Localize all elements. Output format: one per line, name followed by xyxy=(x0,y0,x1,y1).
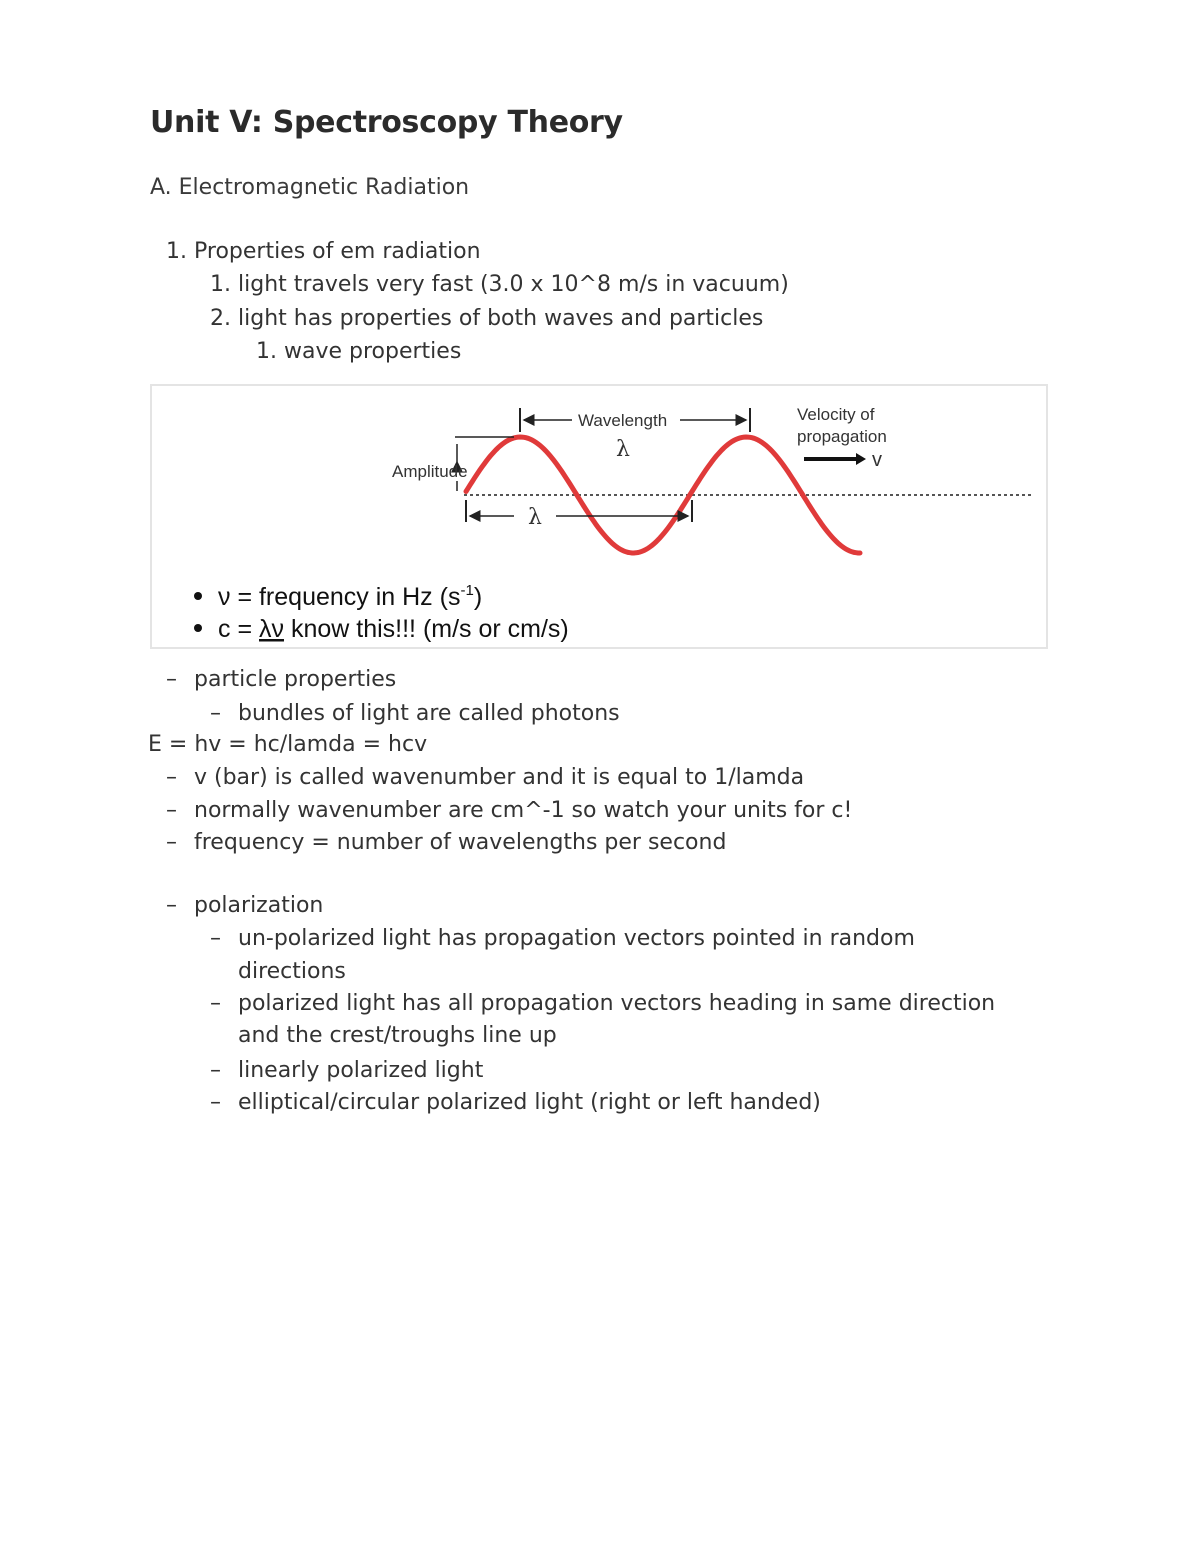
dash: – xyxy=(166,798,177,823)
section-heading: A. Electromagnetic Radiation xyxy=(150,175,470,200)
note-text: frequency = number of wavelengths per second xyxy=(194,830,727,855)
note-unpolarized-cont: directions xyxy=(238,959,346,984)
list-text: light has properties of both waves and particles xyxy=(238,306,764,331)
dash: – xyxy=(210,1058,221,1083)
note-text: bundles of light are called photons xyxy=(238,701,620,726)
frequency-bullet: ν = frequency in Hz $(s^{-1})$ xyxy=(218,582,483,611)
note-linear xyxy=(210,1055,483,1087)
wave-figure xyxy=(150,384,1048,649)
note-text: elliptical/circular polarized light (right or left handed) xyxy=(238,1090,821,1115)
note-unpolarized xyxy=(210,923,915,955)
note-wavenumber xyxy=(166,762,804,794)
amplitude-label: Amplitude xyxy=(392,462,468,481)
outline-item-properties xyxy=(166,236,481,268)
note-frequency xyxy=(166,827,726,859)
wavelength-lambda: λ xyxy=(616,437,630,462)
wavelength-label: Wavelength xyxy=(578,411,668,430)
note-text: un-polarized light has propagation vectors pointed in random xyxy=(238,926,915,951)
outline-item-speed xyxy=(210,269,789,301)
dash: – xyxy=(166,667,177,692)
dash: – xyxy=(166,765,177,790)
note-text: linearly polarized light xyxy=(238,1058,484,1083)
note-polarized-cont: and the crest/troughs line up xyxy=(238,1023,557,1048)
note-text: v (bar) is called wavenumber and it is equal to 1/lamda xyxy=(194,765,805,790)
note-polarized xyxy=(210,988,995,1020)
list-number: 1. xyxy=(166,239,187,264)
dash: – xyxy=(210,926,221,951)
dash: – xyxy=(166,830,177,855)
note-units xyxy=(166,795,852,827)
note-text: polarized light has all propagation vectors heading in same direction xyxy=(238,991,996,1016)
dash: – xyxy=(210,1090,221,1115)
list-number: 1. xyxy=(210,272,231,297)
note-text: particle properties xyxy=(194,667,397,692)
velocity-label: Velocity of xyxy=(797,405,875,424)
note-text: normally wavenumber are cm^-1 so watch your units for c! xyxy=(194,798,853,823)
lambda-label: λ xyxy=(528,505,542,530)
note-polarization xyxy=(166,890,323,922)
note-energy: E = hv = hc/lamda = hcv xyxy=(148,732,428,757)
note-photons xyxy=(210,698,620,730)
list-number: 2. xyxy=(210,306,231,331)
velocity-arrowhead xyxy=(856,453,866,465)
outline-item-wave xyxy=(256,336,461,368)
bullet-dot xyxy=(194,624,202,632)
note-particle xyxy=(166,664,396,696)
bullet-dot xyxy=(194,592,202,600)
note-text: polarization xyxy=(194,893,324,918)
outline-item-duality xyxy=(210,303,763,335)
note-elliptical xyxy=(210,1087,821,1119)
dash: – xyxy=(210,991,221,1016)
list-text: light travels very fast (3.0 x 10^8 m/s in vacuum) xyxy=(238,272,789,297)
page-title: Unit V: Spectroscopy Theory xyxy=(150,105,623,140)
velocity-symbol: v xyxy=(872,449,882,471)
list-text: wave properties xyxy=(284,339,462,364)
speed-equation-bullet: c = λν know this!!! (m/s or cm/s) xyxy=(218,615,569,643)
dash: – xyxy=(166,893,177,918)
list-text: Properties of em radiation xyxy=(194,239,481,264)
propagation-label: propagation xyxy=(797,427,887,446)
list-number: 1. xyxy=(256,339,277,364)
wave-diagram xyxy=(152,386,1050,651)
dash: – xyxy=(210,701,221,726)
